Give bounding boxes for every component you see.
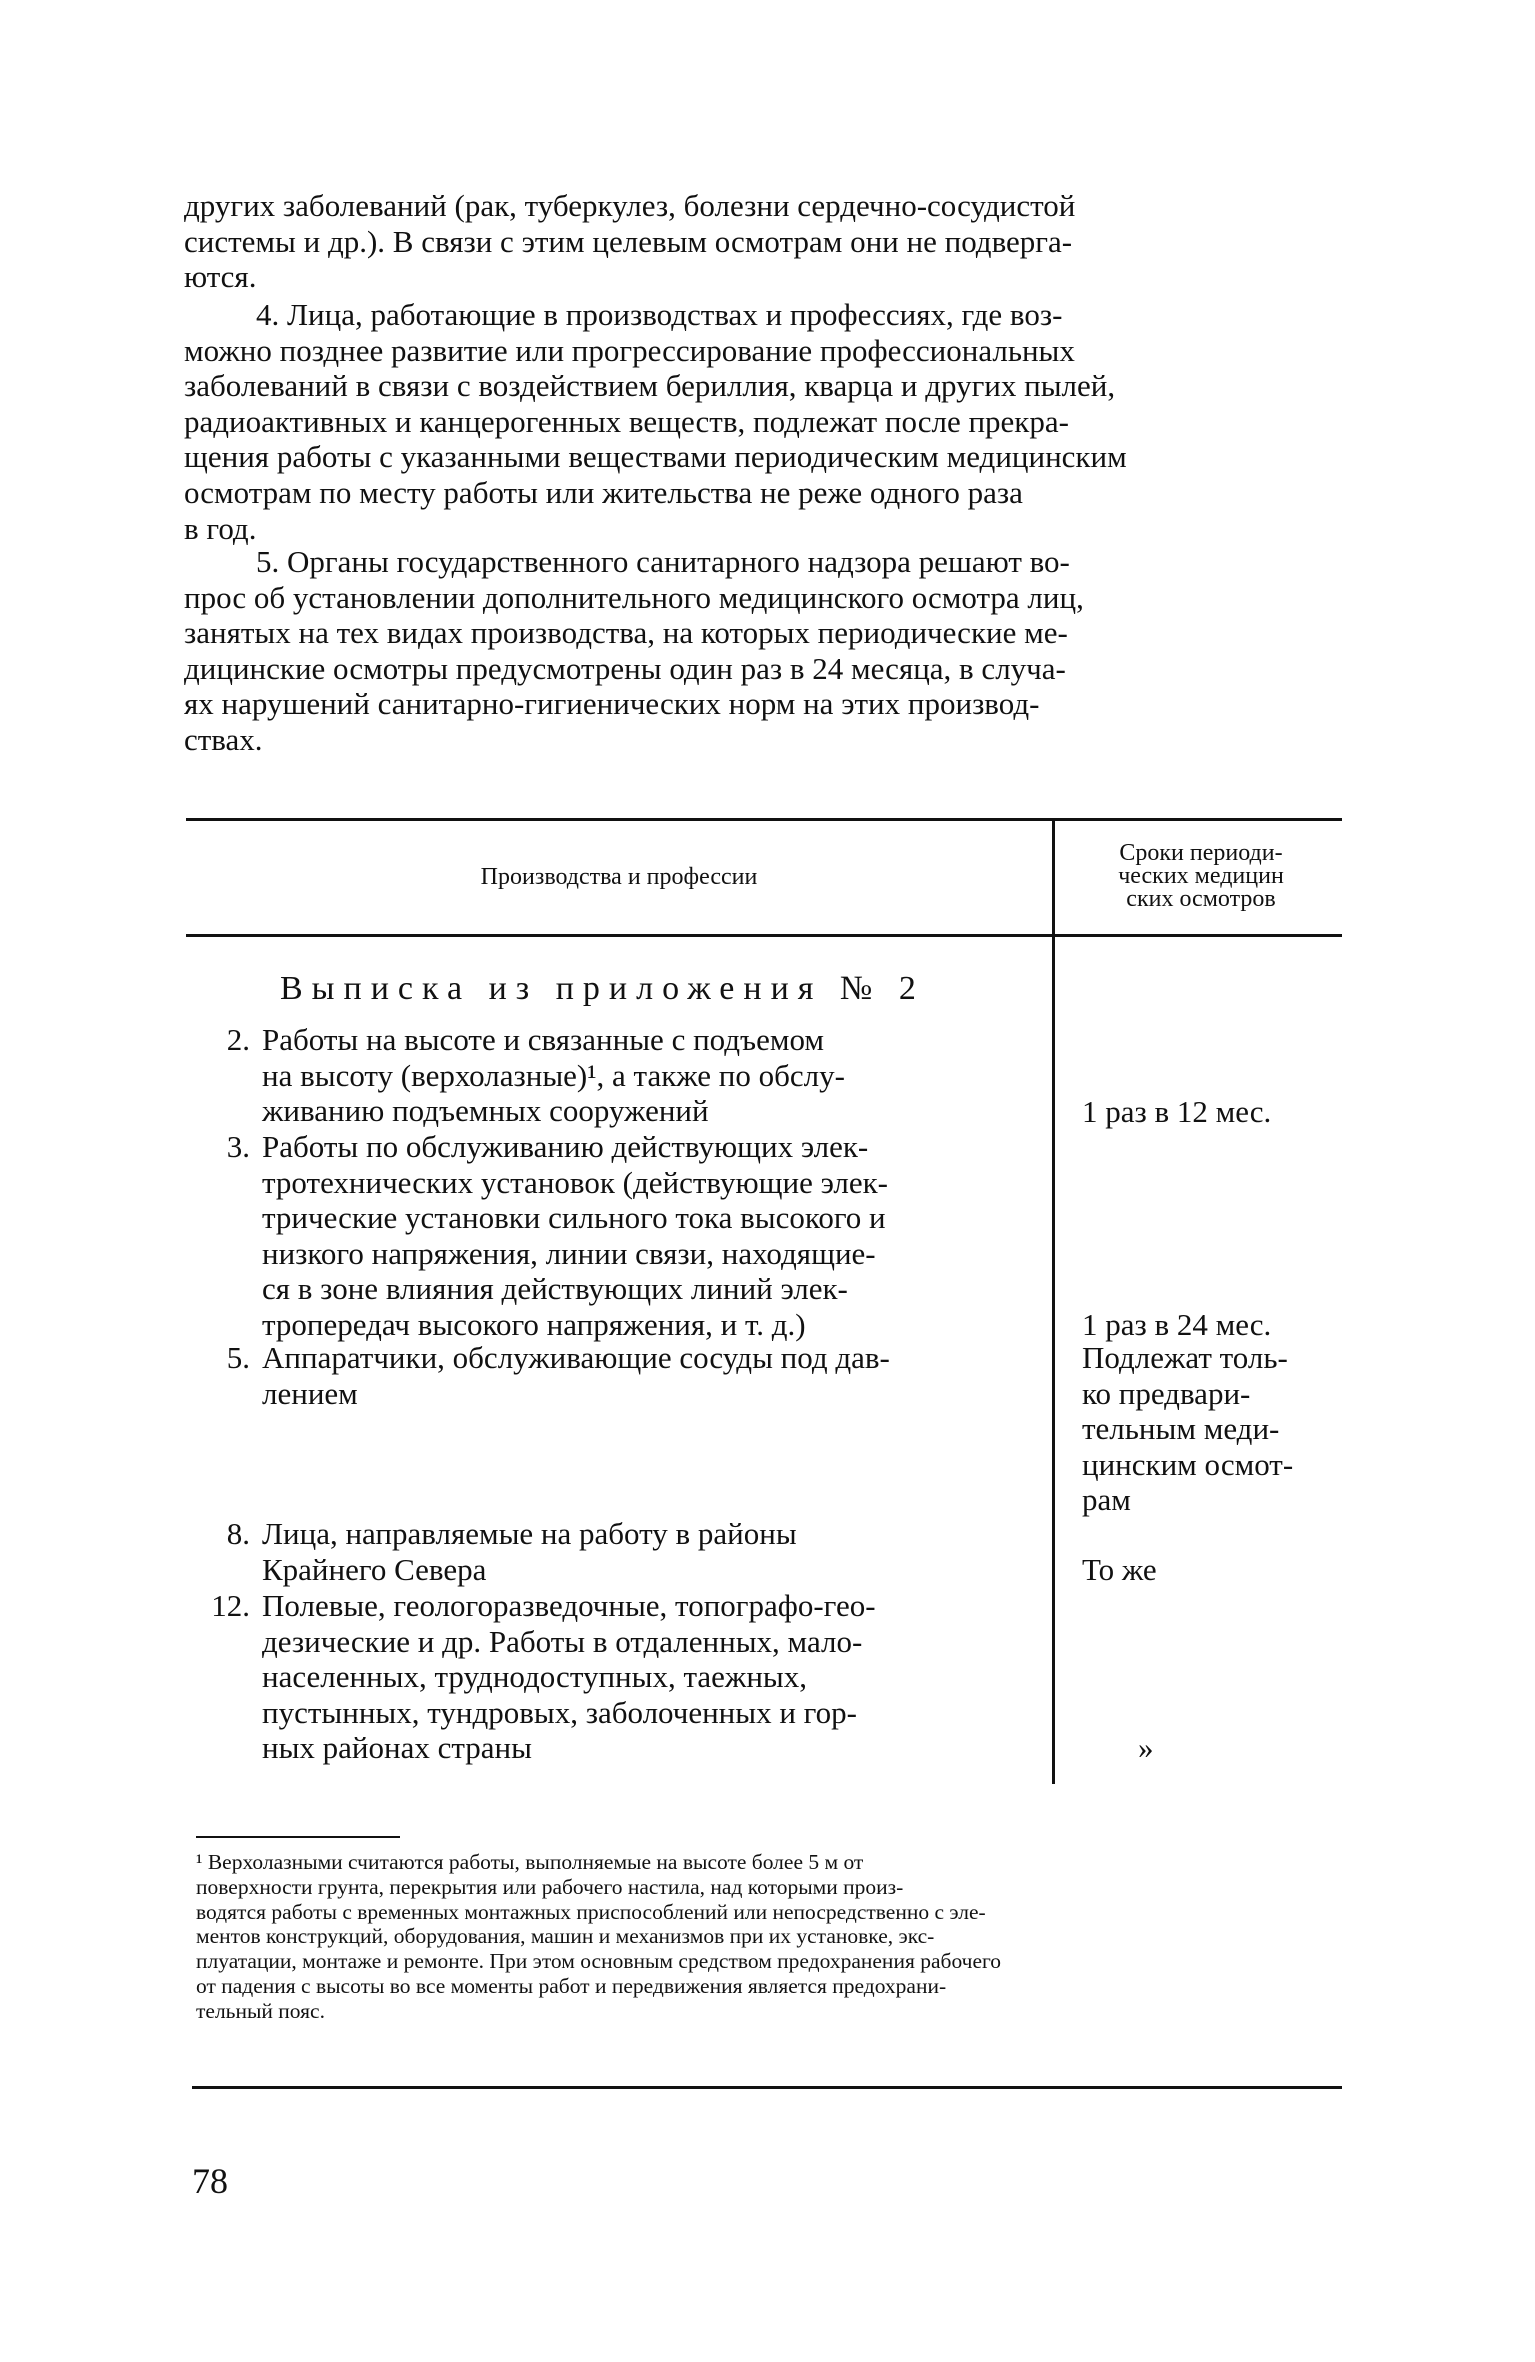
row-number: 3. [226, 1129, 250, 1164]
row-term: Подлежат толь- ко предвари- тельным меди- цинским осмот- рам [1082, 1340, 1294, 1518]
table-section-title: Выписка из приложения № 2 [280, 970, 925, 1007]
table-header-rule [186, 934, 1342, 937]
page-number: 78 [192, 2161, 228, 2201]
row-profession: Работы по обслуживанию действующих элек- тротехнических установок (действующие элек- трические установки сильного тока высокого и низкого напряжения, линии связи, находящие- ся в зоне влияния действующих линий элек- тропередач высокого напряжения, и т. д.) [262, 1129, 888, 1342]
paragraph-item-4: 4. Лица, работающие в производствах и профессиях, где воз- можно позднее развитие или прогрессирование профессиональных заболеваний в связи с воздействием бериллия, кварца и других пылей, радиоактивных и канцерогенных веществ, подлежат после прекра- щения работы с указанными веществами периодическим медицинским осмотрам по месту работы или жительства не реже одного раза в год. [184, 297, 1127, 546]
row-number: 2. [226, 1022, 250, 1057]
footnote: ¹ Верхолазными считаются работы, выполняемые на высоте более 5 м от поверхности грунта, перекрытия или рабочего настила, над которыми произ- водятся работы с временных монтажных приспособлений или непосредственно с эле- ментов конструкций, оборудования, машин и механизмов при их установке, экс- плуатации, монтаже и ремонте. При этом основным средством предохранения рабочего от падения с высоты во все моменты работ и передвижения является предохрани- тельный пояс. [196, 1850, 1002, 2023]
row-term: 1 раз в 12 мес. [1082, 1094, 1272, 1129]
row-term: То же [1082, 1552, 1157, 1587]
row-number: 8. [226, 1516, 250, 1551]
paragraph-item-5: 5. Органы государственного санитарного надзора решают во- прос об установлении дополнительного медицинского осмотра лиц, занятых на тех видах производства, на которых периодические ме- дицинские осмотры предусмотрены один раз в 24 месяца, в случа- ях нарушений санитарно-гигиенических норм на этих производ- ствах. [184, 544, 1084, 757]
table-top-rule [186, 818, 1342, 821]
paragraph-continued: других заболеваний (рак, туберкулез, болезни сердечно-сосудистой системы и др.). В связи с этим целевым осмотрам они не подверга- ются. [184, 188, 1076, 295]
row-profession: Работы на высоте и связанные с подъемом на высоту (верхолазные)¹, а также по обслу- живанию подъемных сооружений [262, 1022, 845, 1129]
row-profession: Полевые, геологоразведочные, топографо-гео- дезические и др. Работы в отдаленных, мало- населенных, труднодоступных, таежных, пустынных, тундровых, заболоченных и гор- ных районах страны [262, 1588, 876, 1766]
row-term: 1 раз в 24 мес. [1082, 1307, 1272, 1342]
page-bottom-rule [192, 2086, 1342, 2089]
row-number: 12. [211, 1588, 250, 1623]
footnote-separator [196, 1836, 400, 1838]
row-term: » [1138, 1730, 1154, 1765]
row-profession: Лица, направляемые на работу в районы Крайнего Севера [262, 1516, 797, 1587]
row-number: 5. [226, 1340, 250, 1375]
row-profession: Аппаратчики, обслуживающие сосуды под дав- лением [262, 1340, 890, 1411]
column-header-terms: Сроки периоди- ческих медицин ских осмотров [1118, 840, 1284, 912]
column-header-professions: Производства и профессии [480, 864, 758, 890]
table-column-divider [1052, 818, 1055, 1784]
